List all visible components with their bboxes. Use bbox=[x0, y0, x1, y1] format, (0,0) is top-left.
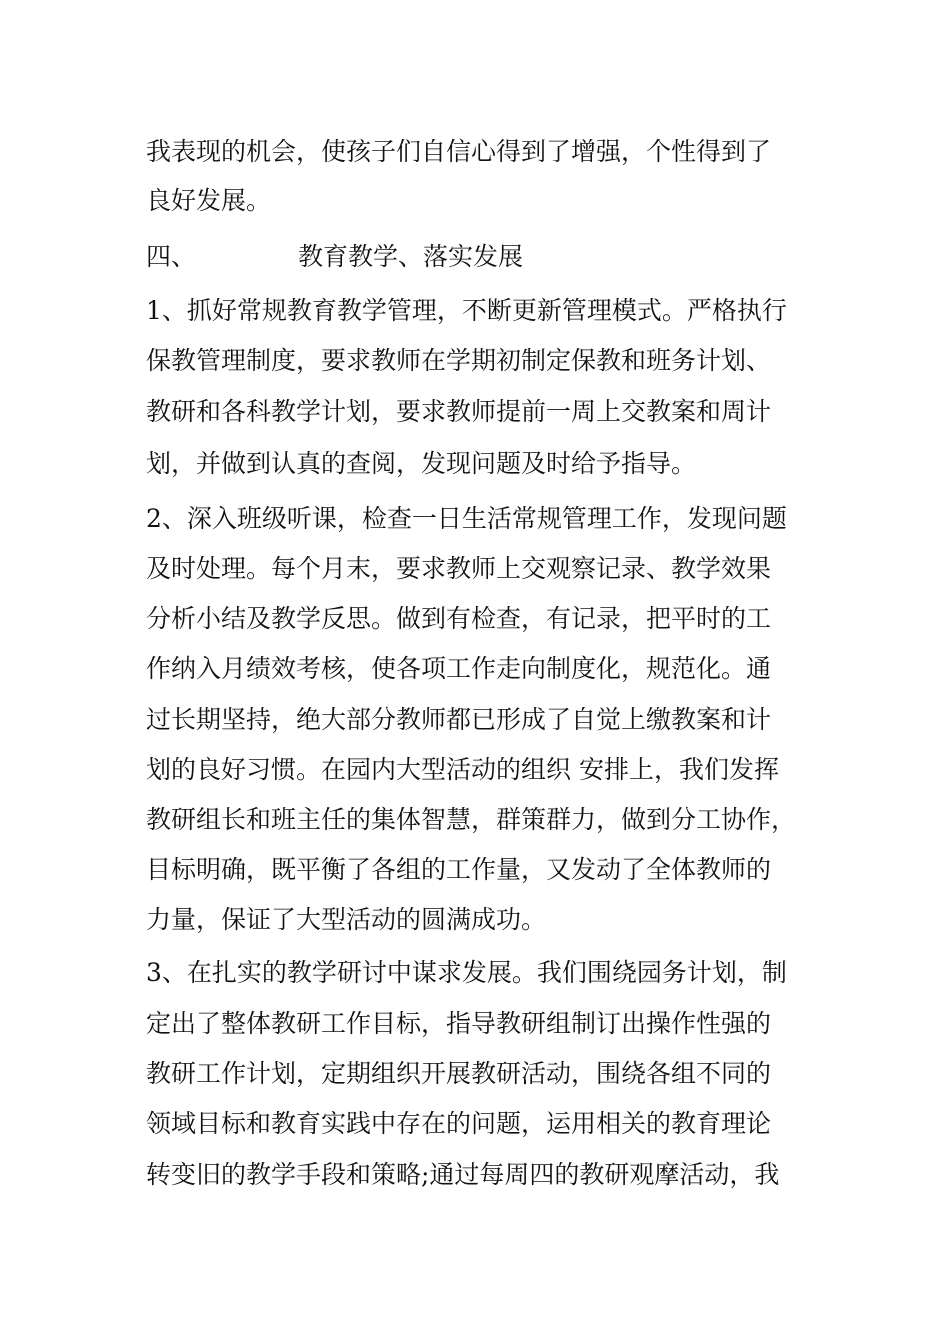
section-title: 教育教学、落实发展 bbox=[298, 242, 524, 271]
intro-line: 我表现的机会，使孩子们自信心得到了增强，个性得到了 bbox=[146, 137, 772, 166]
paragraph-line: 领域目标和教育实践中存在的问题，运用相关的教育理论 bbox=[146, 1109, 772, 1138]
paragraph-line: 划的良好习惯。在园内大型活动的组织 安排上，我们发挥 bbox=[146, 755, 779, 784]
paragraph-line: 目标明确，既平衡了各组的工作量，又发动了全体教师的 bbox=[146, 855, 772, 884]
paragraph-line: 划，并做到认真的查阅，发现问题及时给予指导。 bbox=[146, 449, 697, 478]
intro-line: 良好发展。 bbox=[146, 186, 272, 215]
paragraph-line: 3、在扎实的教学研讨中谋求发展。我们围绕园务计划，制 bbox=[146, 958, 787, 987]
paragraph-line: 教研工作计划，定期组织开展教研活动，围绕各组不同的 bbox=[146, 1059, 772, 1088]
section-number: 四、 bbox=[146, 242, 197, 271]
paragraph-line: 保教管理制度，要求教师在学期初制定保教和班务计划、 bbox=[146, 346, 772, 375]
paragraph-line: 分析小结及教学反思。做到有检查，有记录，把平时的工 bbox=[146, 604, 772, 633]
paragraph-line: 转变旧的教学手段和策略;通过每周四的教研观摩活动，我 bbox=[146, 1160, 780, 1189]
paragraph-line: 作纳入月绩效考核，使各项工作走向制度化，规范化。通 bbox=[146, 654, 772, 683]
paragraph-line: 2、深入班级听课，检查一日生活常规管理工作，发现问题 bbox=[146, 504, 787, 533]
paragraph-line: 力量，保证了大型活动的圆满成功。 bbox=[146, 905, 547, 934]
paragraph-line: 及时处理。每个月末，要求教师上交观察记录、教学效果 bbox=[146, 554, 772, 583]
paragraph-line: 1、抓好常规教育教学管理，不断更新管理模式。严格执行 bbox=[146, 296, 787, 325]
paragraph-line: 过长期坚持，绝大部分教师都已形成了自觉上缴教案和计 bbox=[146, 705, 772, 734]
paragraph-line: 教研组长和班主任的集体智慧，群策群力，做到分工协作， bbox=[146, 805, 797, 834]
paragraph-line: 教研和各科教学计划，要求教师提前一周上交教案和周计 bbox=[146, 397, 772, 426]
paragraph-line: 定出了整体教研工作目标，指导教研组制订出操作性强的 bbox=[146, 1009, 772, 1038]
